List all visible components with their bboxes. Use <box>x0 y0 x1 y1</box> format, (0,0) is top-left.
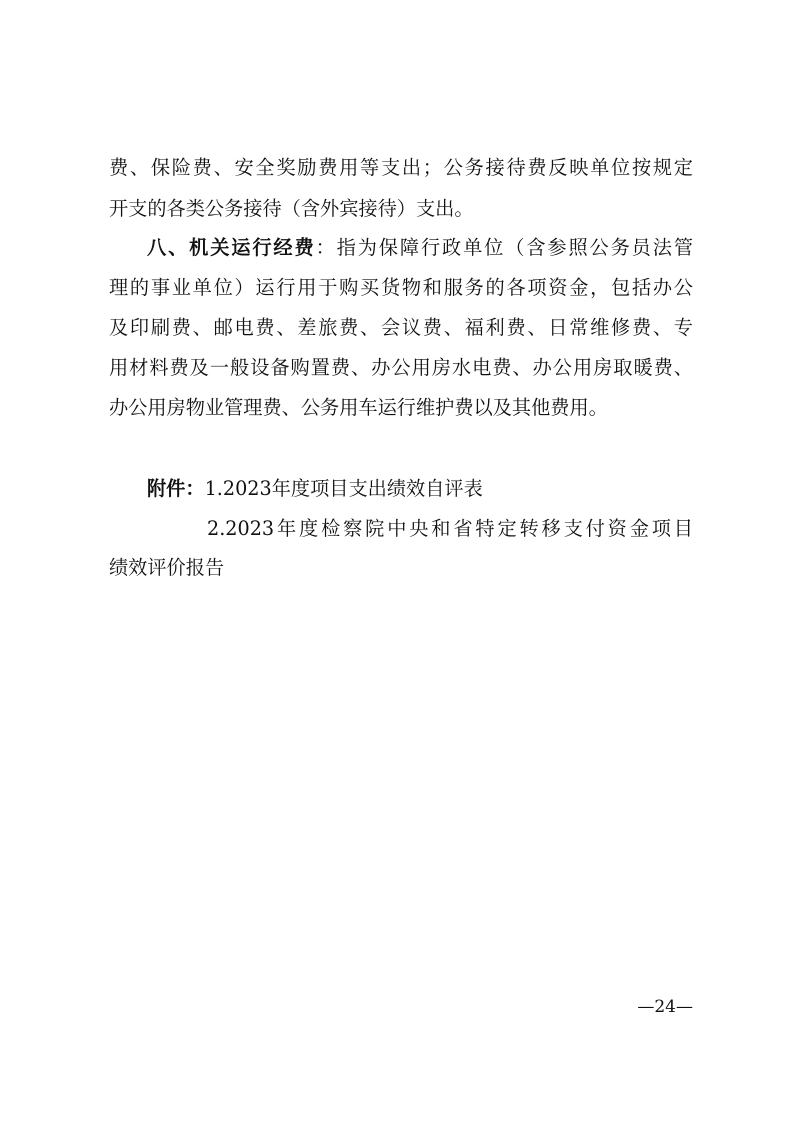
paragraph-2-line-1 <box>147 236 693 260</box>
attachment-line-1 <box>147 477 693 501</box>
page-number: —24— <box>637 997 693 1017</box>
paragraph-2-line-1-text: ：指为保障行政单位（含参照公务员法管 <box>315 236 694 259</box>
paragraph-2-line-2: 理的事业单位）运行用于购买货物和服务的各项资金，包括办公 <box>109 276 693 299</box>
paragraph-2-line-3: 及印刷费、邮电费、差旅费、会议费、福利费、日常维修费、专 <box>109 316 693 339</box>
attachment-label: 附件： <box>147 477 205 500</box>
paragraph-1-line-1: 费、保险费、安全奖励费用等支出；公务接待费反映单位按规定 <box>109 156 693 179</box>
attachment-item-2: 2.2023年度检察院中央和省特定转移支付资金项目 <box>207 517 693 540</box>
section-heading: 八、机关运行经费 <box>147 236 316 259</box>
attachment-item-2-continued: 绩效评价报告 <box>109 556 225 579</box>
paragraph-2-line-4: 用材料费及一般设备购置费、办公用房水电费、办公用房取暖费、 <box>109 356 693 379</box>
paragraph-1-line-2: 开支的各类公务接待（含外宾接待）支出。 <box>109 197 474 220</box>
paragraph-2-line-5: 办公用房物业管理费、公务用车运行维护费以及其他费用。 <box>109 396 608 419</box>
attachment-item-1: 1.2023年度项目支出绩效自评表 <box>204 477 483 500</box>
